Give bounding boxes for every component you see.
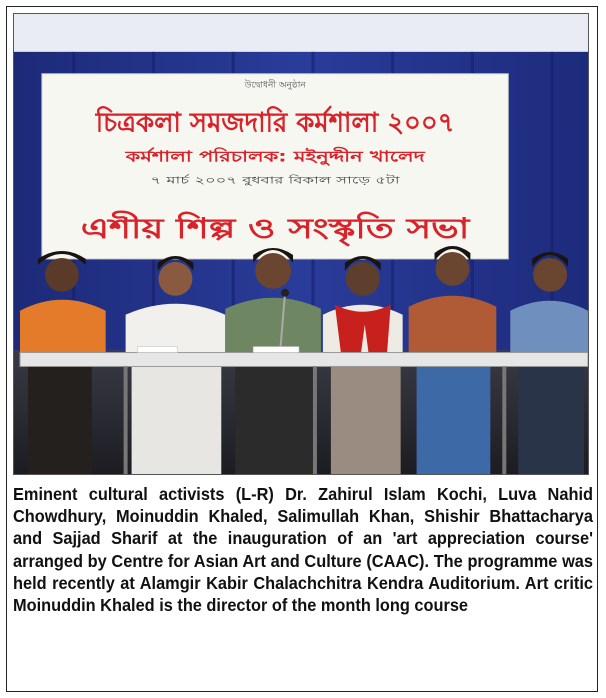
banner-masthead: উদ্বোধনী অনুষ্ঠান xyxy=(244,80,306,91)
news-clipping xyxy=(6,6,598,692)
banner-organization: এশীয় শিল্প ও সংস্কৃতি সভা xyxy=(80,212,374,246)
ceiling xyxy=(14,14,588,52)
photo-caption: Eminent cultural activists (L-R) Dr. Zahirul Islam Kochi, Luva Nahid Chowdhury, Moinuddin Khaled, Salimullah Khan, Shishir Bhattacharya and Sajjad Sharif at the inauguration of an 'art appreciation course' arranged by Centre for Asian Art and Culture (CAAC). The programme was held recently at Alamgir Kabir Chalachchitra Kendra Auditorium. Art critic Moinuddin Khaled is the director of the month long course xyxy=(13,484,593,616)
event-photo xyxy=(13,13,589,475)
photo-illustration xyxy=(14,14,588,474)
banner-subtitle: কর্মশালা পরিচালক: মইনুদ্দীন খালেদ xyxy=(125,147,340,166)
banner-title: চিত্রকলা সমজদারি কর্মশালা ২০০৭ xyxy=(95,107,469,139)
event-banner xyxy=(42,74,508,259)
banner-date-line: ৭ মার্চ ২০০৭ বুধবার বিকাল সাড়ে ৫টা xyxy=(150,175,302,187)
